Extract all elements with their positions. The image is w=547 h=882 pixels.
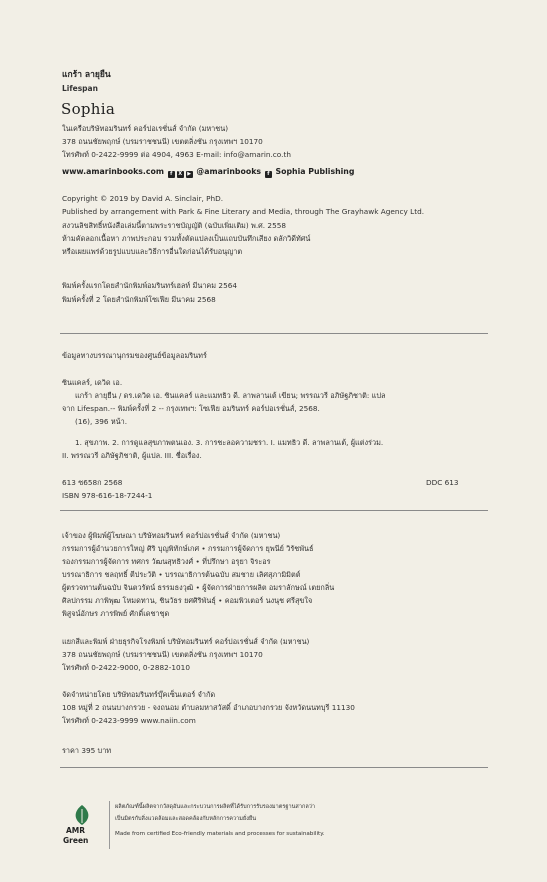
x-icon: X xyxy=(178,171,183,177)
cataloging-author: ซินแคลร์, เดวิด เอ. xyxy=(62,378,123,387)
eco-statement-th-2: เป็นมิตรกับสิ่งแวดล้อมและสอดคล้องกับหลักการความยั่งยืน xyxy=(115,816,257,822)
credits-line-2: กรรมการผู้อำนวยการใหญ่ ศิริ บุญพิทักษ์เกศ • กรรมการผู้จัดการ ยุพนีย์ วิรัชพันธ์ xyxy=(62,544,314,553)
isbn: ISBN 978-616-18-7244-1 xyxy=(62,491,153,500)
publisher-line-1: ในเครือบริษัทอมรินทร์ คอร์ปอเรชั่นส์ จำกัด (มหาชน) xyxy=(62,124,229,133)
printer-line-1: แยกสีและพิมพ์ ฝ่ายธุรกิจโรงพิมพ์ บริษัทอมรินทร์ คอร์ปอเรชั่นส์ จำกัด (มหาชน) xyxy=(62,637,310,646)
eco-divider xyxy=(109,801,110,849)
cataloging-entry-2: จาก Lifespan.-- พิมพ์ครั้งที่ 2 -- กรุงเทพฯ: โซเฟีย อมรินทร์ คอร์ปอเรชั่นส์, 2568. xyxy=(62,404,320,413)
eco-statement-th-1: ผลิตภัณฑ์นี้ผลิตจากวัสดุอันและกระบวนการผลิตที่ได้รับการรับรองมาตรฐานสากลว่า xyxy=(115,804,316,810)
book-title-english: Lifespan xyxy=(62,84,98,93)
facebook-icon: f xyxy=(168,171,175,178)
distributor-address: 108 หมู่ที่ 2 ถนนบางกรวย - จงถนอม ตำบลมหาสวัสดิ์ อำเภอบางกรวย จังหวัดนนทบุรี 11130 xyxy=(62,703,355,712)
logo-amr-text: AMR xyxy=(66,826,86,835)
arrangement-line: Published by arrangement with Park & Fine Literary and Media, through The Grayhawk Agency Ltd. xyxy=(62,207,425,216)
printing-second: พิมพ์ครั้งที่ 2 โดยสำนักพิมพ์โซเฟีย มีนาคม 2568 xyxy=(62,295,216,304)
printer-address: 378 ถนนชัยพฤกษ์ (บรมราชชนนี) เขตตลิ่งชัน กรุงเทพฯ 10170 xyxy=(62,650,263,659)
rights-line-2: ห้ามคัดลอกเนื้อหา ภาพประกอบ รวมทั้งตัดแปลงเป็นแถบบันทึกเสียง ดลักวิดีทัศน์ xyxy=(62,234,311,243)
credits-line-5: ผู้ตรวจทานต้นฉบับ จินตวรัตน์ ธรรมธงวุฒิ • ผู้จัดการฝ่ายการผลิต อมราลักษณ์ เตยกลิ่น xyxy=(62,583,335,592)
website-link[interactable]: www.amarinbooks.com xyxy=(62,167,164,176)
publisher-address: 378 ถนนชัยพฤกษ์ (บรมราชชนนี) เขตตลิ่งชัน กรุงเทพฯ 10170 xyxy=(62,137,263,146)
credits-line-7: พิสูจน์อักษร ภารพิพย์ ศักดิ์เดชาชุด xyxy=(62,609,170,618)
youtube-icon: ▶ xyxy=(187,171,192,177)
eco-statement-en: Made from certified Eco-friendly materials and processes for sustainability. xyxy=(115,831,325,837)
divider xyxy=(60,510,488,511)
social-links xyxy=(62,167,354,178)
credits-line-4: บรรณาธิการ ชลฤทธิ์ ตีประวัติ • บรรณาธิการต้นฉบับ สมชาย เลิศสุภามิมิตต์ xyxy=(62,570,301,579)
cataloging-heading: ข้อมูลทางบรรณานุกรมของศูนย์ข้อมูลอมรินทร์ xyxy=(62,351,207,360)
divider xyxy=(60,333,488,334)
imprint-logo: Sophia xyxy=(61,100,116,118)
facebook-icon: f xyxy=(265,171,272,178)
distributor-line-1: จัดจำหน่ายโดย บริษัทอมรินทร์บุ๊คเซ็นเตอร์ จำกัด xyxy=(62,690,216,699)
distributor-phone: โทรศัพท์ 0-2423-9999 www.naiin.com xyxy=(62,716,196,725)
cataloging-entry-3: (16), 396 หน้า. xyxy=(75,417,128,426)
social-handle[interactable]: @amarinbooks xyxy=(196,167,262,176)
price: ราคา 395 บาท xyxy=(62,746,112,755)
divider xyxy=(60,767,488,768)
book-title-thai: แกร้า ลายุยืน xyxy=(62,70,111,80)
printing-first: พิมพ์ครั้งแรกโดยสำนักพิมพ์อมรินทร์เฮลท์ มีนาคม 2564 xyxy=(62,281,238,290)
ddc-number: DDC 613 xyxy=(426,478,459,487)
facebook-page[interactable]: Sophia Publishing xyxy=(275,167,355,176)
credits-line-6: ศิลปกรรม ภาพิพุฒ โหมดทาน, ชินวัธร ยศศิริพันธุ์ • คอมพิวเตอร์ นงนุช ศรีสุขใจ xyxy=(62,596,313,605)
cataloging-subjects-2: II. พรรณวรี อภิษัฐภิชาติ, ผู้แปล. III. ชื่อเรื่อง. xyxy=(62,451,202,460)
copyright-line: Copyright © 2019 by David A. Sinclair, PhD. xyxy=(62,194,224,203)
publisher-contact: โทรศัพท์ 0-2422-9999 ต่อ 4904, 4963 E-mail: info@amarin.co.th xyxy=(62,150,291,159)
cataloging-entry-1: แกร้า ลายุยืน / ดร.เดวิด เอ. ซินแคลร์ และแมทธิว ดี. ลาพลานเต้ เขียน; พรรณวรี อภิษัฐภิชาติ: แปล xyxy=(75,391,386,400)
logo-green-text: Green xyxy=(63,836,89,845)
credits-line-3: รองกรรมการผู้จัดการ ทศกร วัฒนสุทธิวงศ์ • ที่ปรึกษา อรุยา จิระอร xyxy=(62,557,271,566)
cataloging-subjects-1: 1. สุขภาพ. 2. การดูแลสุขภาพตนเอง. 3. การชะลอความชรา. I. แมทธิว ดี. ลาพลานเต้, ผู้แต่งร่วม. xyxy=(75,438,384,447)
call-number: 613 ซ658ก 2568 xyxy=(62,478,123,487)
rights-line-1: สงวนลิขสิทธิ์หนังสือเล่มนี้ตามพระราชบัญญัติ (ฉบับเพิ่มเติม) พ.ศ. 2558 xyxy=(62,221,287,230)
credits-owner: เจ้าของ ผู้พิมพ์ผู้โฆษณา บริษัทอมรินทร์ คอร์ปอเรชั่นส์ จำกัด (มหาชน) xyxy=(62,531,281,540)
rights-line-3: หรือเผยแพร่ด้วยรูปแบบและวิธีการอื่นใดก่อนได้รับอนุญาต xyxy=(62,247,243,256)
printer-phone: โทรศัพท์ 0-2422-9000, 0-2882-1010 xyxy=(62,663,190,672)
